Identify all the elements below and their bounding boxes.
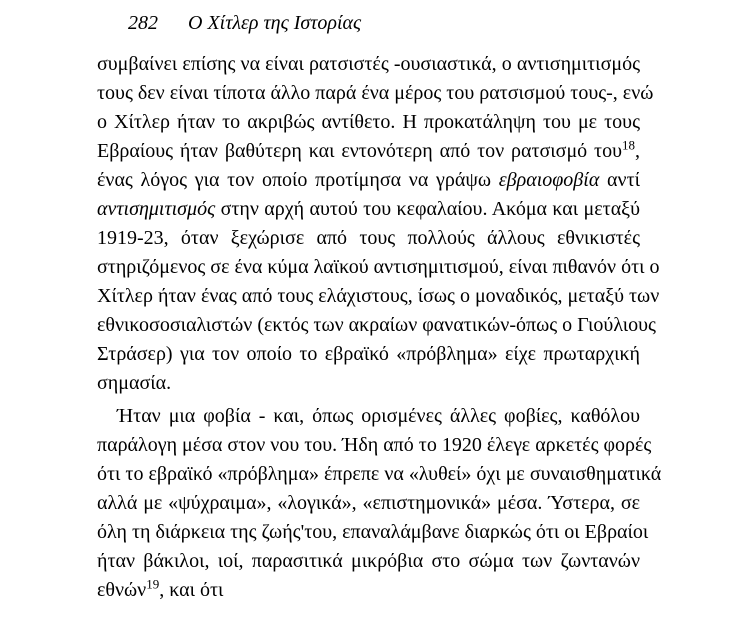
paragraph-1-line-3: ο Χίτλερ ήταν το ακριβώς αντίθετο. Η προκατάληψη του με τους [97,111,640,133]
paragraph-1-line-10: εθνικοσοσιαλιστών (εκτός των ακραίων φανατικών-όπως ο Γιούλιους [97,314,656,336]
paragraph-2-line-2: παράλογη μέσα στον νου του. Ήδη από το 1920 έλεγε αρκετές φορές [97,434,652,456]
italic-term-antisimitismos: αντισημιτισμός [97,198,216,220]
italic-term-evraiofovia: εβραιοφοβία [498,169,600,191]
paragraph-1-line-11: Στράσερ) για τον οποίο το εβραϊκό «πρόβλημα» είχε πρωταρχική [97,343,640,365]
line-text: Εβραίους ήταν βαθύτερη και εντονότερη από τον ρατσισμό του [97,140,622,162]
paragraph-1-line-1: συμβαίνει επίσης να είναι ρατσιστές -ουσιαστικά, ο αντισημιτισμός [97,53,640,75]
paragraph-2-line-4: αλλά με «ψύχραιμα», «λογικά», «επιστημονικά» μέσα. Ύστερα, σε [97,492,640,514]
footnote-ref-18: 18 [622,137,635,153]
line-text: στην αρχή αυτού του κεφαλαίου. Ακόμα και μεταξύ [220,198,641,220]
paragraph-1-line-12: σημασία. [97,372,172,394]
paragraph-1-line-7: 1919-23, όταν ξεχώρισε από τους πολλούς άλλους εθνικιστές [97,227,640,249]
paragraph-2-line-3: ότι το εβραϊκό «πρόβλημα» έπρεπε να «λυθεί» όχι με συναισθηματικά [97,463,662,485]
paragraph-2-line-1: Ήταν μια φοβία - και, όπως ορισμένες άλλες φοβίες, καθόλου [117,405,640,427]
running-header [128,12,361,35]
paragraph-1-line-2: τους δεν είναι τίποτα άλλο παρά ένα μέρος του ρατσισμού τους-, ενώ [97,82,654,104]
paragraph-1-line-8: στηριζόμενος σε ένα κύμα λαϊκού αντισημιτισμού, είναι πιθανόν ότι ο [97,256,660,278]
paragraph-2-line-5: όλη τη διάρκεια της ζωής'του, επαναλάμβανε διαρκώς ότι οι Εβραίοι [97,521,649,543]
paragraph-2-line-6: ήταν βάκιλοι, ιοί, παρασιτικά μικρόβια στο σώμα των ζωντανών [97,550,640,572]
line-punct: , [635,140,640,162]
paragraph-2-line-7 [97,577,640,604]
page-number: 282 [128,12,158,34]
line-text-end: αντί [607,169,640,191]
paragraph-1-line-6 [97,196,640,223]
paragraph-1-line-9: Χίτλερ ήταν ένας από τους ελάχιστους, ίσως ο μοναδικός, μεταξύ των [97,285,660,307]
line-text-end: , και ότι [159,579,224,601]
running-title: Ο Χίτλερ της Ιστορίας [188,12,362,34]
paragraph-1-line-4 [97,138,640,165]
paragraph-1-line-5 [97,167,640,194]
footnote-ref-19: 19 [146,576,160,592]
line-text: εθνών [97,579,147,601]
line-text: ένας λόγος για τον οποίο προτίμησα να γράψω [97,169,492,191]
